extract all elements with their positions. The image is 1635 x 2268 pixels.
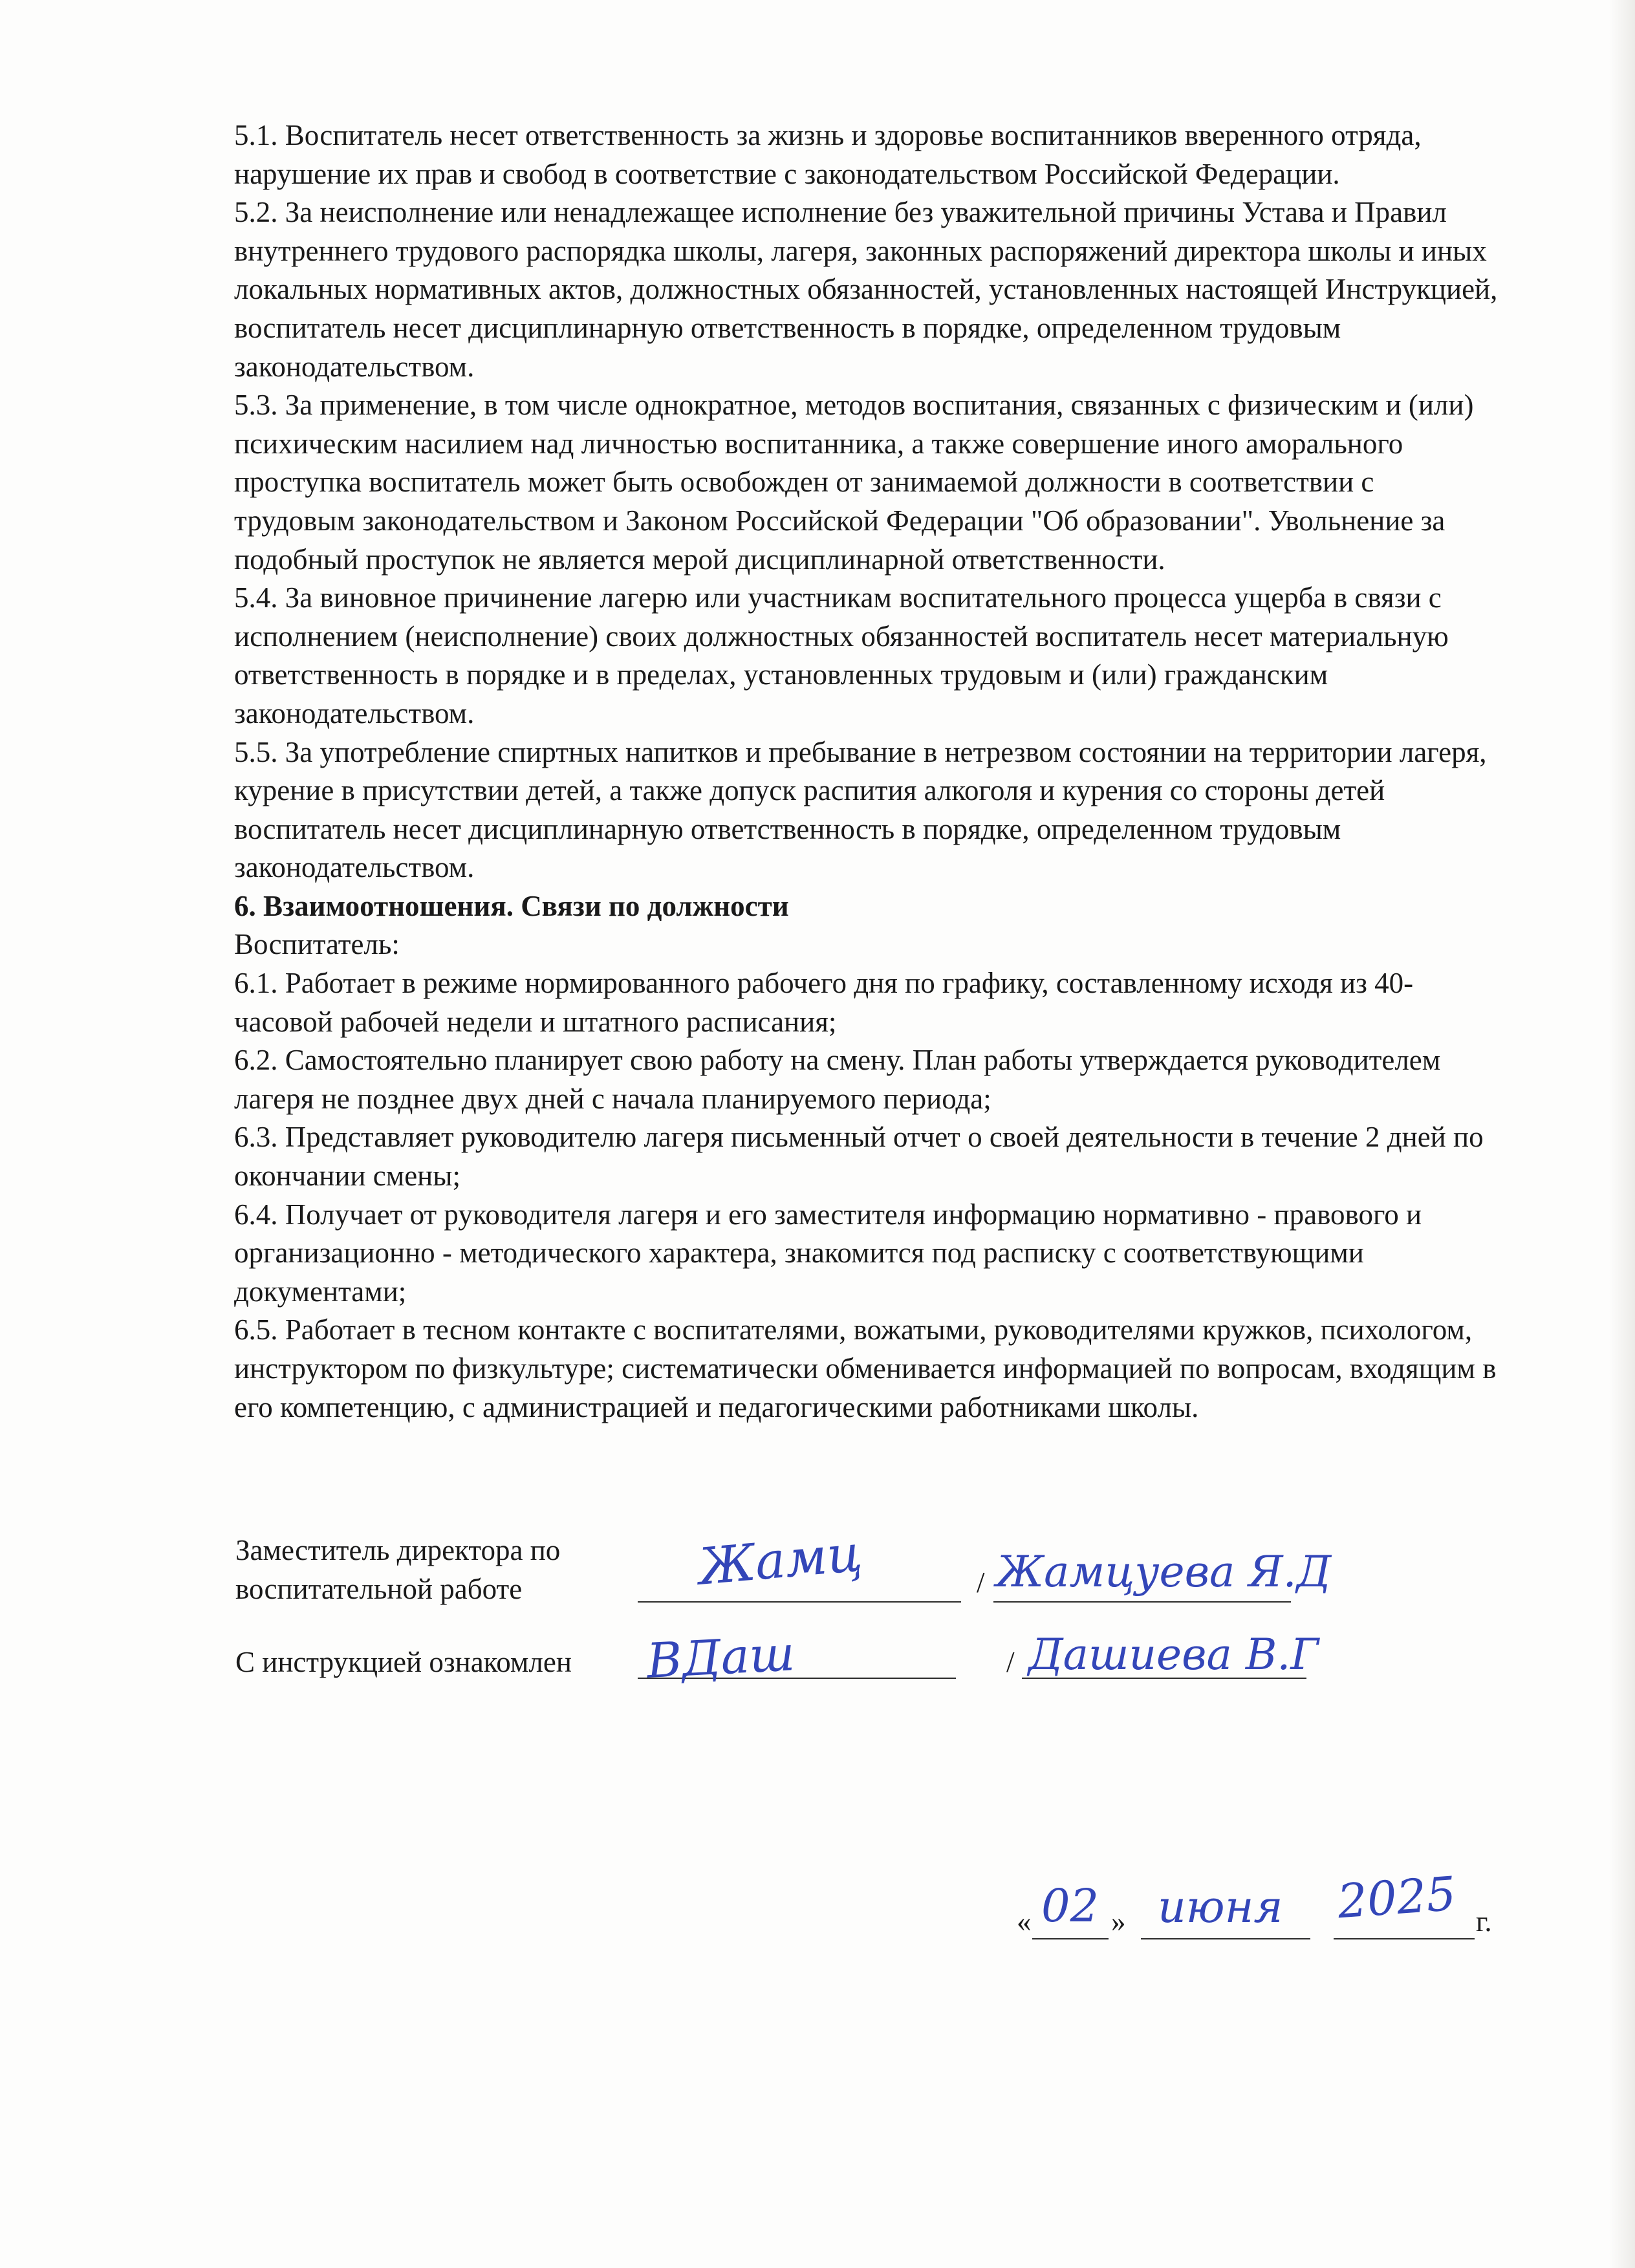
date-open-quote: « — [1017, 1905, 1032, 1938]
paragraph-5-1: 5.1. Воспитатель несет ответственность за жизнь и здоровье воспитанников вверенного отряда, нарушение их прав и свобод в соответствие с законодательством Российской Федерации. — [234, 119, 1422, 190]
deputy-label — [235, 1531, 560, 1608]
date-month-line — [1141, 1938, 1310, 1939]
date-month: июня — [1158, 1882, 1283, 1933]
deputy-name-handwritten: Жамцуева Я.Д — [996, 1547, 1332, 1597]
date-suffix: г. — [1476, 1905, 1492, 1938]
deputy-label-line1: Заместитель директора по — [235, 1534, 561, 1566]
paragraph-5-3: 5.3. За применение, в том числе однократное, методов воспитания, связанных с физическим и (или) психическим насилием над личностью воспитанника, а также совершение иного аморального проступка воспитатель может быть освобожден от занимаемой должности в соответствии с трудовым законодательством и Законом Российской Федерации "Об образовании". Увольнение за подобный проступок не является мерой дисциплинарной ответственности. — [234, 389, 1474, 576]
section-6-intro: Воспитатель: — [234, 928, 400, 961]
paragraph-6-5: 6.5. Работает в тесном контакте с воспитателями, вожатыми, руководителями кружков, психологом, инструктором по физкультуре; систематически обменивается информацией по вопросам, входящим в его компетенцию, с администрацией и педагогическими работниками школы. — [234, 1313, 1497, 1423]
document-body — [234, 116, 1502, 1427]
deputy-signature: Жамц — [696, 1524, 865, 1597]
deputy-name-line — [993, 1601, 1291, 1603]
acquainted-signature: ВДаш — [645, 1626, 796, 1689]
deputy-signature-line — [638, 1601, 961, 1603]
date-day-line — [1032, 1938, 1109, 1939]
acquainted-label: С инструкцией ознакомлен — [235, 1646, 572, 1678]
date-day: 02 — [1041, 1879, 1099, 1932]
paragraph-6-2: 6.2. Самостоятельно планирует свою работу на смену. План работы утверждается руководителем лагеря не позднее двух дней с начала планируемого периода; — [234, 1044, 1441, 1115]
deputy-slash: / — [977, 1566, 985, 1599]
date-year: 2025 — [1336, 1866, 1458, 1929]
paragraph-5-5: 5.5. За употребление спиртных напитков и пребывание в нетрезвом состоянии на территории лагеря, курение в присутствии детей, а также допуск распития алкоголя и курения со стороны детей воспитатель несет дисциплинарную ответственность в порядке, определенном трудовым законодательством. — [234, 735, 1487, 884]
acquainted-name-handwritten: Дашиева В.Г — [1028, 1630, 1319, 1679]
section-6-heading: 6. Взаимоотношения. Связи по должности — [234, 889, 789, 922]
acquainted-slash: / — [1006, 1646, 1015, 1678]
paragraph-6-3: 6.3. Представляет руководителю лагеря письменный отчет о своей деятельности в течение 2 дней по окончании смены; — [234, 1121, 1484, 1193]
date-close-quote: » — [1111, 1905, 1126, 1938]
deputy-label-line2: воспитательной работе — [235, 1572, 523, 1605]
paragraph-5-2: 5.2. За неисполнение или ненадлежащее исполнение без уважительной причины Устава и Правил внутреннего трудового распорядка школы, лагеря, законных распоряжений директора школы и иных локальных нормативных актов, должностных обязанностей, установленных настоящей Инструкцией, воспитатель несет дисциплинарную ответственность в порядке, определенном трудовым законодательством. — [234, 196, 1498, 383]
paragraph-6-1: 6.1. Работает в режиме нормированного рабочего дня по графику, составленному исходя из 40-часовой рабочей недели и штатного расписания; — [234, 967, 1414, 1038]
paragraph-6-4: 6.4. Получает от руководителя лагеря и его заместителя информацию нормативно - правового и организационно - методического характера, знакомится под расписку с соответствующими документами; — [234, 1198, 1422, 1308]
date-year-line — [1334, 1938, 1475, 1939]
page-edge-shadow — [1609, 0, 1635, 2268]
paragraph-5-4: 5.4. За виновное причинение лагерю или участникам воспитательного процесса ущерба в связи с исполнением (неисполнение) своих должностных обязанностей воспитатель несет материальную ответственность в порядке и в пределах, установленных трудовым и (или) гражданским законодательством. — [234, 581, 1449, 729]
